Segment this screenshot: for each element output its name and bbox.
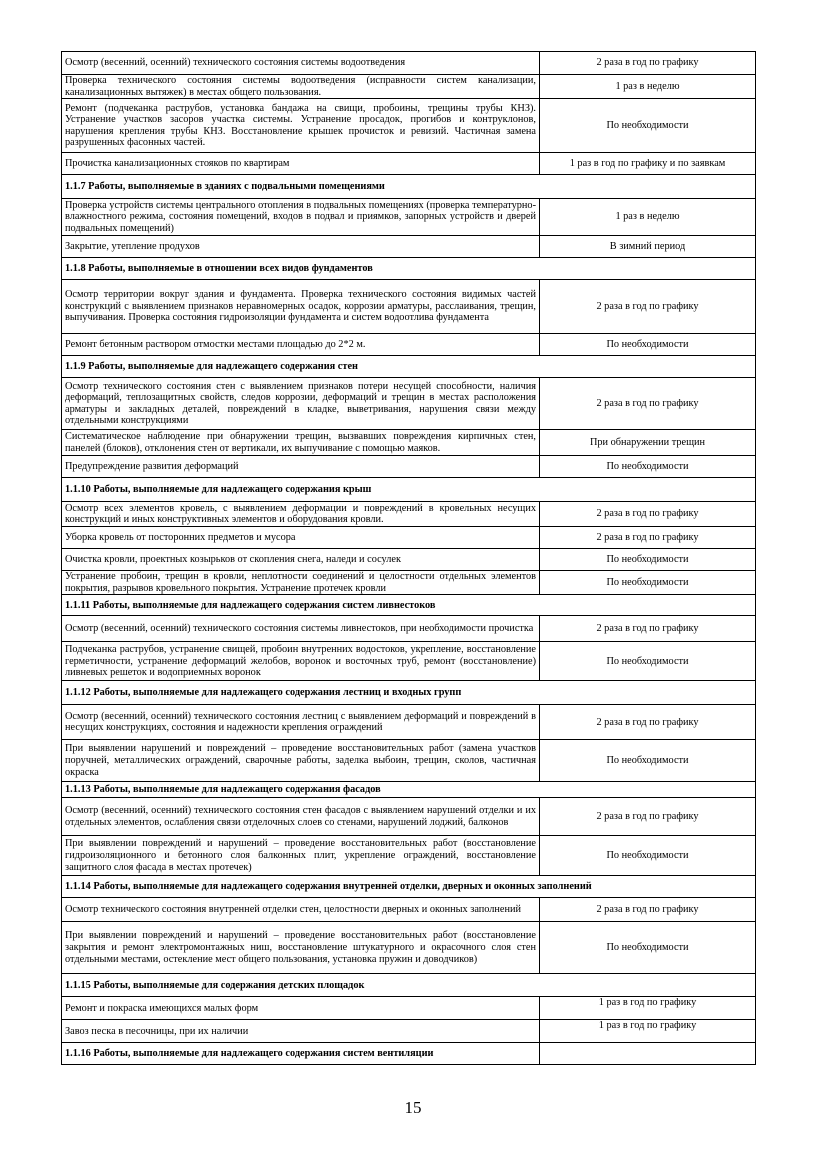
work-description: Очистка кровли, проектных козырьков от скопления снега, наледи и сосулек xyxy=(62,549,540,571)
section-title: 1.1.12 Работы, выполняемые для надлежащего содержания лестниц и входных групп xyxy=(62,681,756,705)
section-title: 1.1.11 Работы, выполняемые для надлежащего содержания систем ливнестоков xyxy=(62,595,756,616)
work-frequency: 2 раза в год по графику xyxy=(540,527,756,549)
table-row xyxy=(62,99,756,153)
table-row xyxy=(62,616,756,642)
work-frequency: По необходимости xyxy=(540,836,756,876)
work-frequency: 2 раза в год по графику xyxy=(540,280,756,334)
table-row xyxy=(62,798,756,836)
works-table xyxy=(61,51,756,1065)
work-frequency: 2 раза в год по графику xyxy=(540,378,756,430)
section-row xyxy=(62,478,756,502)
work-frequency: По необходимости xyxy=(540,549,756,571)
work-description: Ремонт (подчеканка раструбов, установка бандажа на свищи, пробоины, трещины трубы КНЗ). Устранение участков засоров участка системы. Устранение просадок, прогибов и контруклонов, нарушения крепления трубы КНЗ. Восстановление крышек прочисток и ревизий. Частичная замена разрушенных фасонных частей. xyxy=(62,99,540,153)
table-row xyxy=(62,456,756,478)
table-row xyxy=(62,527,756,549)
table-row xyxy=(62,52,756,75)
work-frequency: При обнаружении трещин xyxy=(540,430,756,456)
work-description: Осмотр технического состояния внутренней отделки стен, целостности дверных и оконных заполнений xyxy=(62,898,540,922)
work-description: Ремонт и покраска имеющихся малых форм xyxy=(62,997,540,1020)
work-description: При выявлении повреждений и нарушений – проведение восстановительных работ (восстановление гидроизоляционного и бетонного слоя балконных плит, укрепление ограждений, восстановление защитного слоя фасада в местах протечек) xyxy=(62,836,540,876)
section-row xyxy=(62,356,756,378)
section-title: 1.1.10 Работы, выполняемые для надлежащего содержания крыш xyxy=(62,478,756,502)
work-frequency: 2 раза в год по графику xyxy=(540,798,756,836)
table-row xyxy=(62,571,756,595)
work-frequency: По необходимости xyxy=(540,456,756,478)
section-title: 1.1.14 Работы, выполняемые для надлежащего содержания внутренней отделки, дверных и оконных заполнений xyxy=(62,876,756,898)
table-row xyxy=(62,236,756,258)
section-row xyxy=(62,258,756,280)
work-frequency: 1 раз в неделю xyxy=(540,75,756,99)
work-description: Ремонт бетонным раствором отмостки местами площадью до 2*2 м. xyxy=(62,334,540,356)
work-description: Проверка технического состояния системы водоотведения (исправности систем канализации, канализационных вытяжек) в местах общего пользования. xyxy=(62,75,540,99)
section-title: 1.1.7 Работы, выполняемые в зданиях с подвальными помещениями xyxy=(62,175,756,199)
work-description: Проверка устройств системы центрального отопления в подвальных помещениях (проверка температурно- влажностного режима, состояния помещений, входов в подвал и приямков, запорных устройств и дверей подвальных помещений) xyxy=(62,199,540,236)
work-frequency: 2 раза в год по графику xyxy=(540,705,756,740)
table-row xyxy=(62,334,756,356)
section-row xyxy=(62,175,756,199)
work-description: Подчеканка раструбов, устранение свищей, пробоин внутренних водостоков, укрепление, восстановление герметичности, устранение деформаций желобов, воронок и восточных труб, ремонт (восстановление) ливневых решеток и водоприемных воронок xyxy=(62,642,540,681)
work-frequency: По необходимости xyxy=(540,740,756,782)
work-frequency: По необходимости xyxy=(540,642,756,681)
page-number: 15 xyxy=(404,1098,422,1117)
table-row xyxy=(62,997,756,1020)
table-row xyxy=(62,740,756,782)
work-description: Завоз песка в песочницы, при их наличии xyxy=(62,1020,540,1043)
work-frequency: 2 раза в год по графику xyxy=(540,502,756,527)
work-frequency: По необходимости xyxy=(540,99,756,153)
table-row xyxy=(62,280,756,334)
section-title: 1.1.15 Работы, выполняемые для содержания детских площадок xyxy=(62,974,756,997)
work-frequency: По необходимости xyxy=(540,922,756,974)
section-row xyxy=(62,595,756,616)
section-row xyxy=(62,782,756,798)
work-frequency: 1 раз в год по графику и по заявкам xyxy=(540,153,756,175)
section-title: 1.1.9 Работы, выполняемые для надлежащего содержания стен xyxy=(62,356,756,378)
section-row xyxy=(62,1043,756,1065)
work-description: При выявлении нарушений и повреждений – проведение восстановительных работ (замена участков поручней, металлических ограждений, сварочные работы, заделка выбоин, трещин, сколов, частичная окраска xyxy=(62,740,540,782)
work-frequency: 1 раз в неделю xyxy=(540,199,756,236)
work-description: Осмотр территории вокруг здания и фундамента. Проверка технического состояния видимых частей конструкций с выявлением признаков неравномерных осадок, коррозии арматуры, расслаивания, трещин, выпучивания. Проверка состояния гидроизоляции фундамента и систем водоотлива фундамента xyxy=(62,280,540,334)
table-row xyxy=(62,549,756,571)
work-description: Осмотр (весенний, осенний) технического состояния стен фасадов с выявлением нарушений отделки и их отдельных элементов, ослабления связи отделочных слоев со стенами, нарушений лоджий, балконов xyxy=(62,798,540,836)
section-row xyxy=(62,876,756,898)
table-row xyxy=(62,502,756,527)
work-description: Осмотр (весенний, осенний) технического состояния системы ливнестоков, при необходимости прочистка xyxy=(62,616,540,642)
work-description: Осмотр (весенний, осенний) технического состояния лестниц с выявлением деформаций и повреждений в несущих конструкциях, состояния и надежности крепления ограждений xyxy=(62,705,540,740)
work-description: Систематическое наблюдение при обнаружении трещин, вызвавших повреждения кирпичных стен, панелей (блоков), отклонения стен от вертикали, их выпучивание с помощью маяков. xyxy=(62,430,540,456)
work-description: Осмотр технического состояния стен с выявлением признаков потери несущей способности, наличия деформаций, теплозащитных свойств, следов коррозии, деформаций и трещин в местах расположения арматуры и закладных деталей, повреждений в кладке, выветривания, нарушения связи между отдельными конструкциями xyxy=(62,378,540,430)
table-row xyxy=(62,705,756,740)
work-description: Осмотр (весенний, осенний) технического состояния системы водоотведения xyxy=(62,52,540,75)
table-row xyxy=(62,836,756,876)
work-description: Осмотр всех элементов кровель, с выявлением деформации и повреждений в кровельных несущих конструкций и иных конструктивных элементов и оборудования кровли. xyxy=(62,502,540,527)
work-frequency: 1 раз в год по графику xyxy=(540,997,756,1020)
work-description: Предупреждение развития деформаций xyxy=(62,456,540,478)
table-row xyxy=(62,153,756,175)
table-row xyxy=(62,430,756,456)
work-frequency: 1 раз в год по графику xyxy=(540,1020,756,1043)
table-row xyxy=(62,75,756,99)
table-row xyxy=(62,199,756,236)
table-row xyxy=(62,1020,756,1043)
work-description: При выявлении повреждений и нарушений – проведение восстановительных работ (восстановление закрытия и ремонт электромонтажных ниш, восстановление штукатурного и окрасочного слоя стен отдельными местами, остекление мест общего пользования, установка пружин и доводчиков) xyxy=(62,922,540,974)
works-table-body xyxy=(62,52,756,1065)
section-row xyxy=(62,681,756,705)
section-row xyxy=(62,974,756,997)
work-description: Устранение пробоин, трещин в кровли, неплотности соединений и целостности отдельных элементов покрытия, разрывов кровельного покрытия. Устранение протечек кровли xyxy=(62,571,540,595)
work-description: Закрытие, утепление продухов xyxy=(62,236,540,258)
work-frequency: 2 раза в год по графику xyxy=(540,898,756,922)
table-row xyxy=(62,378,756,430)
work-frequency: В зимний период xyxy=(540,236,756,258)
work-description: Прочистка канализационных стояков по квартирам xyxy=(62,153,540,175)
work-frequency: По необходимости xyxy=(540,571,756,595)
section-title: 1.1.13 Работы, выполняемые для надлежащего содержания фасадов xyxy=(62,782,756,798)
work-frequency: 2 раза в год по графику xyxy=(540,52,756,75)
work-description: Уборка кровель от посторонних предметов и мусора xyxy=(62,527,540,549)
section-title: 1.1.8 Работы, выполняемые в отношении всех видов фундаментов xyxy=(62,258,756,280)
table-row xyxy=(62,898,756,922)
work-frequency: По необходимости xyxy=(540,334,756,356)
empty-cell xyxy=(540,1043,756,1065)
table-row xyxy=(62,922,756,974)
work-frequency: 2 раза в год по графику xyxy=(540,616,756,642)
section-title: 1.1.16 Работы, выполняемые для надлежащего содержания систем вентиляции xyxy=(62,1043,540,1065)
table-row xyxy=(62,642,756,681)
